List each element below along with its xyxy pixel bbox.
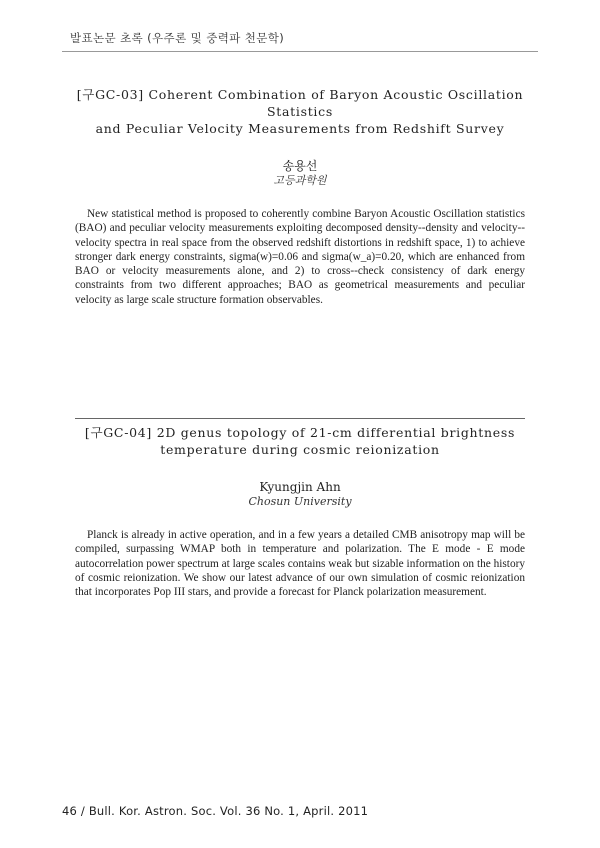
abstract-title-line2: temperature during cosmic reionization bbox=[160, 442, 440, 457]
abstract-title bbox=[75, 424, 525, 458]
abstract-affiliation: 고등과학원 bbox=[273, 174, 327, 187]
abstract-title-line1: Coherent Combination of Baryon Acoustic Oscillation Statistics bbox=[148, 87, 524, 119]
running-header: 발표논문 초록 (우주론 및 중력파 천문학) bbox=[70, 31, 285, 45]
abstract-gc-04 bbox=[75, 424, 525, 599]
page-footer: 46 / Bull. Kor. Astron. Soc. Vol. 36 No. 1, April. 2011 bbox=[62, 804, 369, 818]
abstract-body: New statistical method is proposed to coherently combine Baryon Acoustic Oscillation statistics (BAO) and peculiar velocity measurements exploiting decomposed density--density and velocity--velocity spectra in real space from the observed redshift distortions in redshift space, 1) to achieve stronger dark energy constraints, sigma(w)=0.06 and sigma(w_a)=0.20, which are enhanced from BAO or velocity measurements alone, and 2) to cross--check consistency of dark energy constraints from two different approaches; BAO as geometrical measurements and peculiar velocity as large scale structure formation observables. bbox=[75, 208, 525, 306]
section-divider bbox=[75, 418, 525, 419]
abstract-title bbox=[75, 86, 525, 137]
abstract-affiliation: Chosun University bbox=[248, 495, 352, 508]
abstract-code: [구GC-03] bbox=[76, 87, 144, 102]
header-rule bbox=[62, 51, 538, 52]
abstract-author: 송용선 bbox=[282, 159, 318, 173]
abstract-gc-03 bbox=[75, 86, 525, 307]
abstract-author: Kyungjin Ahn bbox=[259, 480, 341, 494]
abstract-title-line1: 2D genus topology of 21-cm differential brightness bbox=[156, 425, 516, 440]
abstract-code: [구GC-04] bbox=[84, 425, 152, 440]
abstract-title-line2: and Peculiar Velocity Measurements from Redshift Survey bbox=[95, 121, 505, 136]
abstract-body: Planck is already in active operation, and in a few years a detailed CMB anisotropy map will be compiled, surpassing WMAP both in temperature and polarization. The E mode - E mode autocorrelation power spectrum at large scales contains weak but sizable information on the history of cosmic reionization. We show our latest advance of our own simulation of cosmic reionization that incorporates Pop III stars, and provide a forecast for Planck polarization measurement. bbox=[75, 529, 525, 599]
